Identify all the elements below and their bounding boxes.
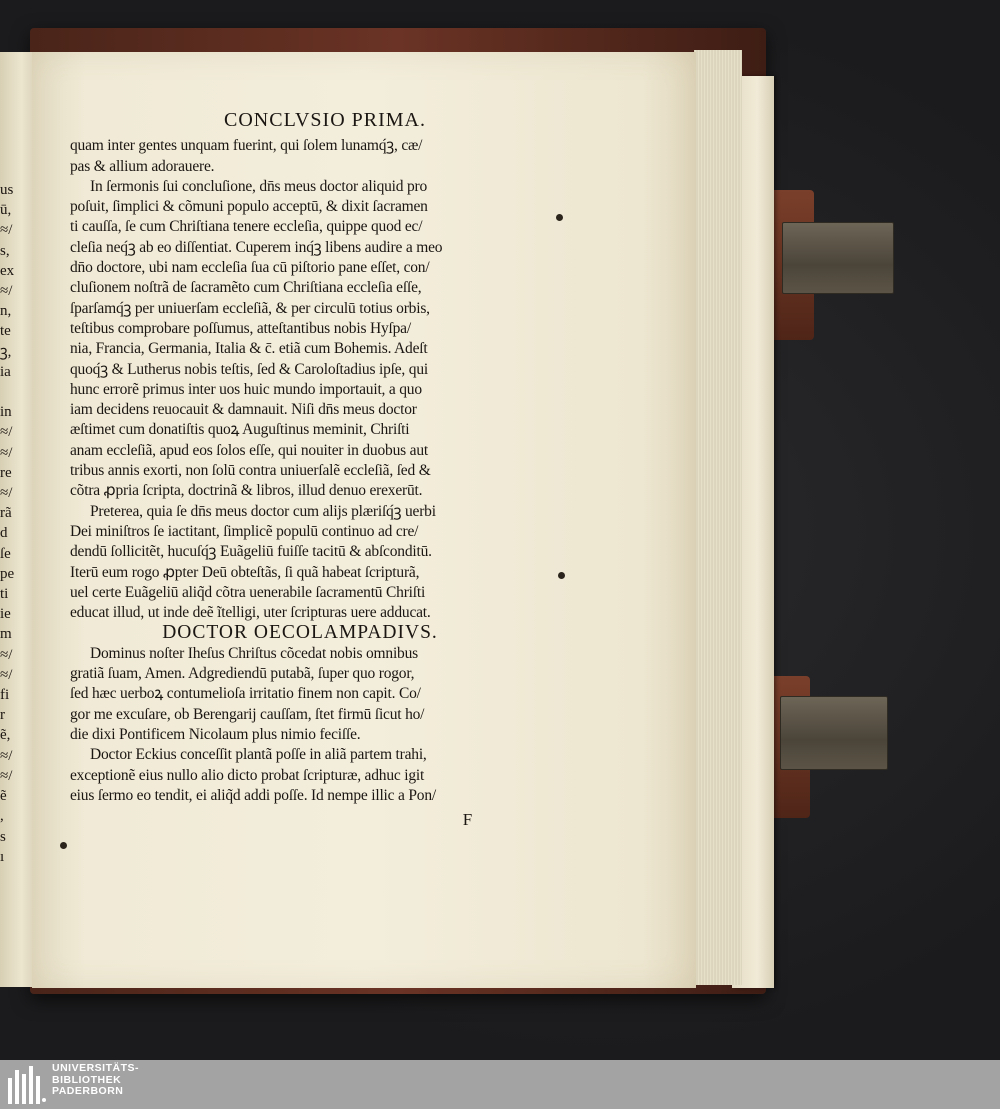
text-line: Dei miniſtros ſe iactitant, ſimplicẽ populū continuo ad cre/ [70, 522, 419, 540]
text-line: ſparſamq́ꝫ per uniuerſam eccleſiã, & per circulū totius orbis, [70, 299, 430, 317]
text-line: uel certe Euãgeliū aliq̃d cõtra uenerabile ſacramentū Chriſti [70, 583, 426, 601]
wormhole [558, 572, 565, 579]
library-name-line: PADERBORN [52, 1085, 124, 1097]
text-line: quoq́ꝫ & Lutherus nobis teſtis, ſed & Caroloſtadius ipſe, qui [70, 360, 428, 378]
left-page-edge [0, 52, 36, 987]
page-text [70, 110, 540, 830]
text-line: dendū ſollicitẽt, hucuſq́ꝫ Euãgeliū fuiſſe tacitū & abſconditū. [70, 543, 432, 561]
text-line: Doctor Eckius conceſſit plantã poſſe in aliã partem trahi, [90, 746, 427, 764]
text-line: cleſia neq́ꝫ ab eo diſſentiat. Cuperem inq́ꝫ libens audire a meo [70, 238, 443, 256]
wormhole [60, 842, 67, 849]
library-name [52, 1063, 139, 1098]
lower-clasp-hook [780, 696, 888, 770]
text-line: quam inter gentes unquam fuerint, qui ſolem lunamq́ꝫ, cæ/ [70, 137, 423, 155]
text-line: tribus annis exorti, non ſolū contra uniuerſalẽ eccleſiã, ſed & [70, 462, 431, 480]
library-logo-icon [6, 1064, 46, 1104]
text-line: cõtra ꝓpria ſcripta, doctrinã & libros, illud denuo erexerūt. [70, 482, 423, 500]
library-name-line: BIBLIOTHEK [52, 1073, 122, 1086]
text-line: In ſermonis ſui concluſione, dn̄s meus doctor aliquid pro [90, 177, 428, 195]
text-line: educat illud, ut inde deẽ ĩtelligi, uter ſcripturas uere adducat. [70, 604, 431, 622]
text-line: poſuit, ſimplici & cõmuni populo acceptū, & dixit ſacramen [70, 198, 428, 216]
text-line: ti cauſſa, ſe cum Chriſtiana tenere eccleſia, quippe quod ec/ [70, 218, 423, 236]
left-page-fragments: us ū, ≈/ s, ex ≈/ n, te ꝫ, ia in ≈/ ≈/ re ≈/ rã d ſe pe ti ie m ≈/ ≈/ fi r ẽ, ≈/ ≈/ ẽ , s ı [0, 182, 15, 865]
speaker-heading: DOCTOR OECOLAMPADIVS. [162, 622, 438, 644]
text-line: hunc errorẽ primus inter uos huic mundo importauit, a quo [70, 380, 422, 398]
wormhole [556, 214, 563, 221]
page-edges [694, 50, 742, 985]
text-line: ſed hæc uerboꝝ contumelioſa irritatio finem non capit. Co/ [70, 685, 421, 703]
upper-clasp-hook [782, 222, 894, 294]
text-line: Iterū eum rogo ꝓpter Deū obteſtãs, ſi quã habeat ſcripturã, [70, 563, 420, 581]
text-line: pas & allium adorauere. [70, 157, 215, 175]
text-line: cluſionem noſtrã de ſacramẽto cum Chriſtiana eccleſia eſſe, [70, 279, 422, 297]
library-footer [0, 1060, 1000, 1109]
text-line: teſtibus comprobare poſſumus, atteſtantibus nobis Hyſpa/ [70, 319, 411, 337]
text-line: gratiã ſuam, Amen. Adgrediendū putabã, ſuper quo rogor, [70, 665, 415, 683]
text-line: die dixi Pontificem Nicolaum plus nimio feciſſe. [70, 725, 361, 743]
text-line: dn̄o doctore, ubi nam eccleſia ſua cū piſtorio pane eſſet, con/ [70, 259, 430, 277]
text-line: iam decidens reuocauit & damnauit. Niſi dn̄s meus doctor [70, 401, 417, 419]
text-block [70, 136, 540, 623]
running-head: CONCLVSIO PRIMA. [224, 109, 426, 131]
text-block [70, 644, 540, 806]
text-line: Preterea, quia ſe dn̄s meus doctor cum alijs plæriſq́ꝫ uerbi [90, 502, 436, 520]
text-line: nia, Francia, Germania, Italia & c̄. etiã cum Bohemis. Adeſt [70, 340, 428, 358]
text-line: æſtimet cum donatiſtis quoꝝ Auguſtinus meminit, Chriſti [70, 421, 410, 439]
text-line: anam eccleſiã, apud eos ſolos eſſe, qui nouiter in duobus aut [70, 441, 428, 459]
text-line: eius ſermo eo tendit, ei aliq̃d addi poſſe. Id nempe illic a Pon/ [70, 786, 436, 804]
text-line: exceptionẽ eius nullo alio dicto probat ſcripturæ, adhuc igit [70, 766, 425, 784]
signature-mark: F [462, 810, 472, 830]
library-name-line: UNIVERSITÄTS- [52, 1062, 140, 1074]
text-line: Dominus noſter Iheſus Chriſtus cõcedat nobis omnibus [90, 644, 418, 662]
text-line: gor me excuſare, ob Berengarij cauſſam, ſtet firmū ſicut ho/ [70, 705, 425, 723]
